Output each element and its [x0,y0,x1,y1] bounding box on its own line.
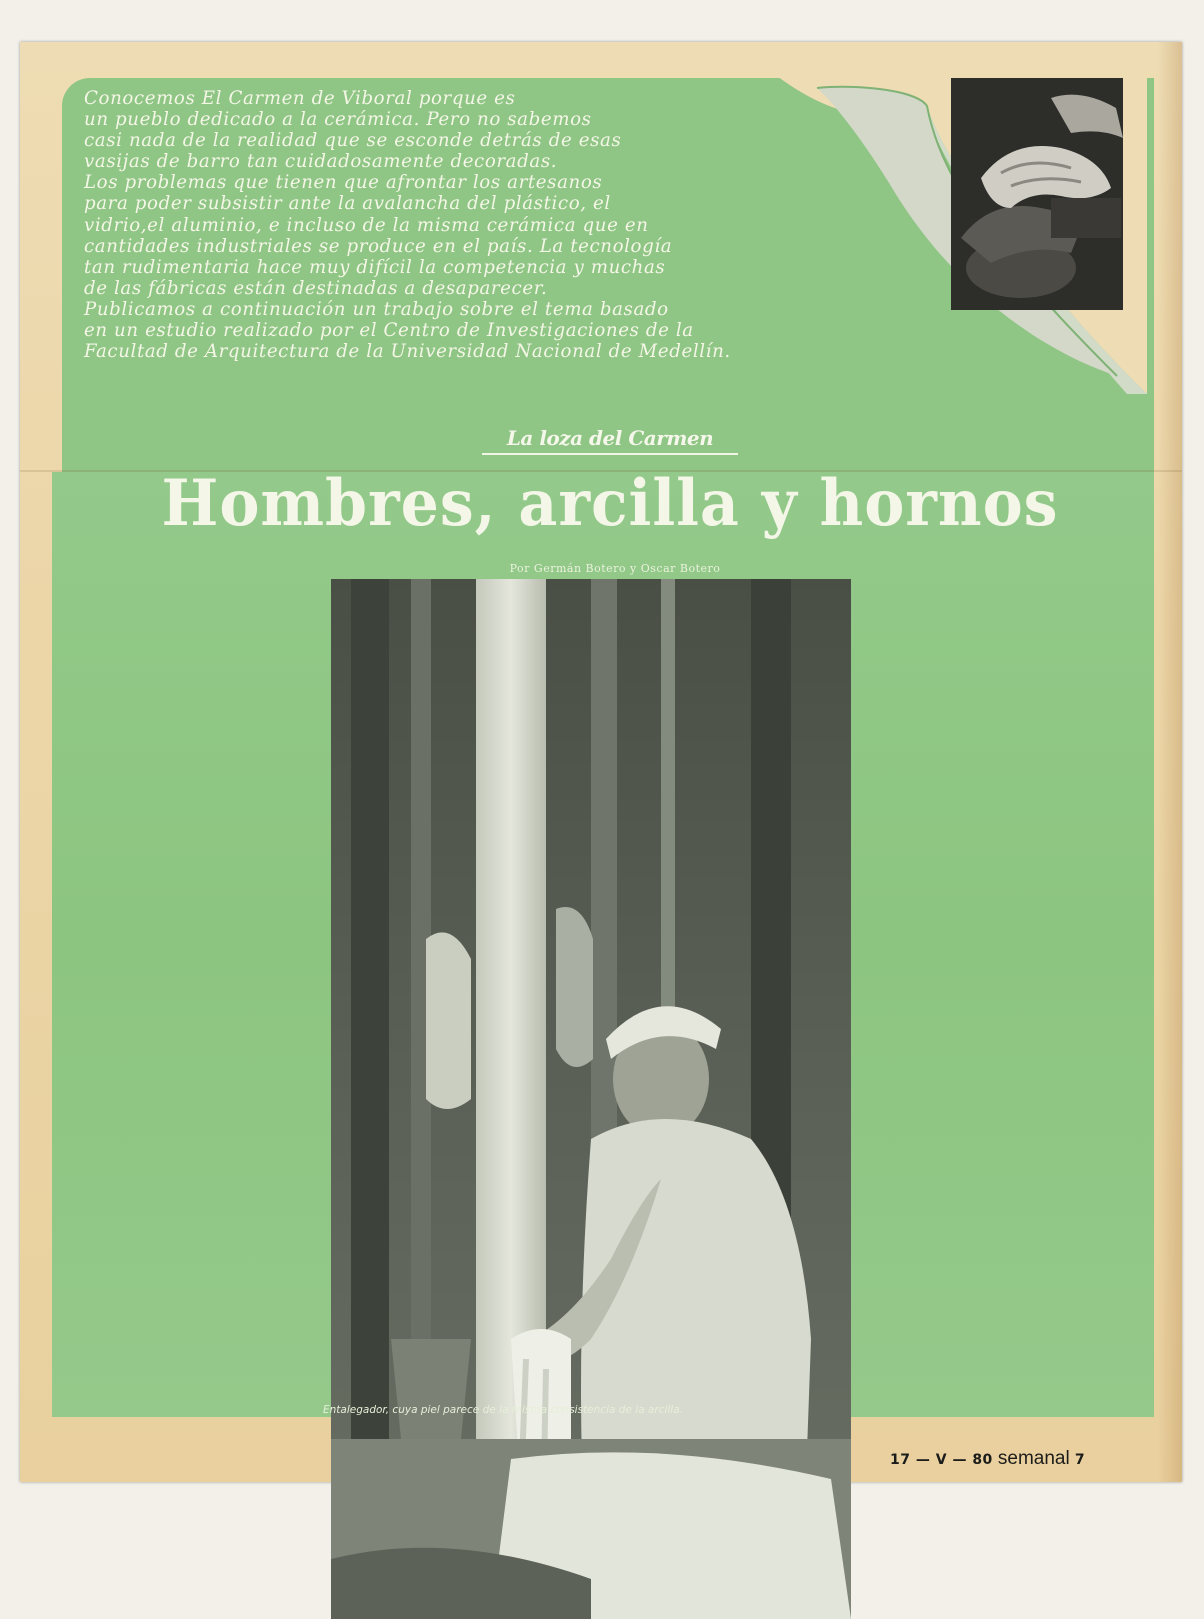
page-number: 7 [1074,1452,1085,1468]
section-kicker: La loza del Carmen [482,426,738,455]
newspaper-page [20,42,1182,1482]
publication-name: semanal [997,1448,1070,1469]
headline: Hombres, arcilla y hornos [161,466,1059,541]
hands-photo-image [951,78,1123,310]
hands-photo [951,78,1123,310]
page-folio [890,1448,1085,1470]
photo-caption: Entalegador, cuya piel parece de la misma consistencia de la arcilla. [323,1404,683,1416]
paper-edge-shadow [1158,42,1182,1482]
intro-paragraph: Conocemos El Carmen de Viboral porque es un pueblo dedicado a la cerámica. Pero no sabemos casi nada de la realidad que se esconde detrás de esas vasijas de barro tan cuidadosamente decoradas. Los problemas que tienen que afrontar los artesanos para poder subsistir ante la avalancha del plástico, el vidrio,el aluminio, e incluso de la misma cerámica que en cantidades industriales se produce en el país. La tecnología tan rudimentaria hace muy difícil la competencia y muchas de las fábricas están destinadas a desaparecer. Publicamos a continuación un trabajo sobre el tema basado en un estudio realizado por el Centro de Investigaciones de la Facultad de Arquitectura de la Universidad Nacional de Medellín. [84,88,731,363]
byline: Por Germán Botero y Oscar Botero [509,562,721,575]
issue-date: 17 — V — 80 [890,1452,993,1468]
potter-photo [331,579,851,1619]
potter-photo-image [331,579,851,1619]
